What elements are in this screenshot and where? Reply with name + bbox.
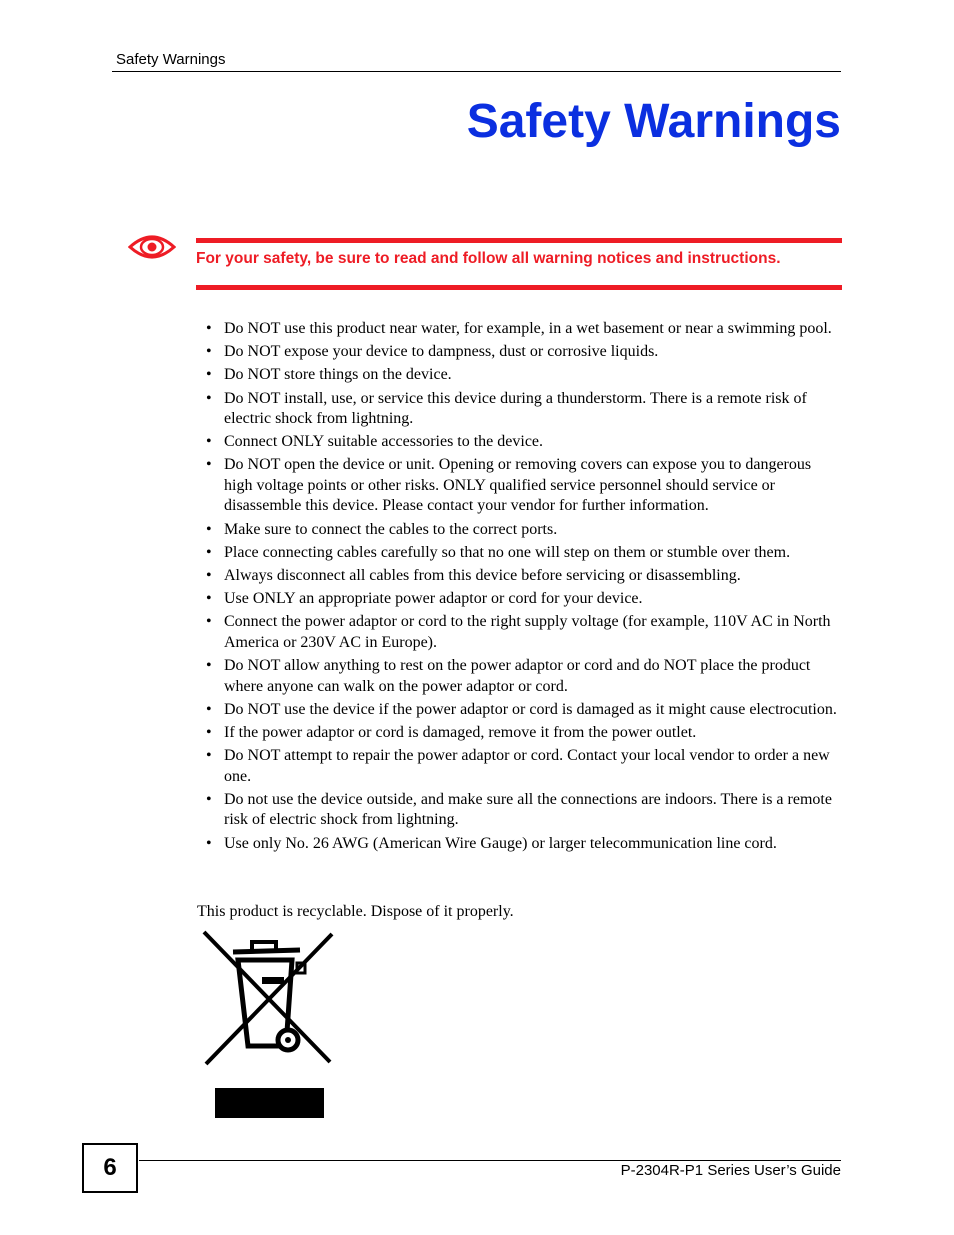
list-item: • Connect ONLY suitable accessories to the device. [205, 432, 841, 453]
list-item: • Do NOT allow anything to rest on the power adaptor or cord and do NOT place the product where anyone can walk on the power adaptor or cord. [205, 656, 841, 697]
list-item: • Do NOT store things on the device. [205, 365, 841, 386]
list-item: • Connect the power adaptor or cord to the right supply voltage (for example, 110V AC in North America or 230V AC in Europe). [205, 612, 841, 653]
warning-rule-top [196, 238, 842, 243]
warning-text: For your safety, be sure to read and follow all warning notices and instructions. [196, 250, 781, 267]
list-item: • Do NOT attempt to repair the power adaptor or cord. Contact your local vendor to order a new one. [205, 746, 841, 787]
footer-guide-title: P-2304R-P1 Series User’s Guide [620, 1162, 841, 1179]
list-item: • Do not use the device outside, and make sure all the connections are indoors. There is a remote risk of electric shock from lightning. [205, 790, 841, 831]
list-item: • Do NOT install, use, or service this device during a thunderstorm. There is a remote risk of electric shock from lightning. [205, 389, 841, 430]
safety-list [205, 319, 841, 857]
warning-rule-bottom [196, 285, 842, 290]
eye-warning-icon [128, 233, 176, 261]
list-item: • Always disconnect all cables from this device before servicing or disassembling. [205, 566, 841, 587]
recycle-text: This product is recyclable. Dispose of it properly. [197, 903, 514, 920]
crossed-out-wheelie-bin-icon [200, 928, 336, 1122]
list-item: • Place connecting cables carefully so that no one will step on them or stumble over them. [205, 543, 841, 564]
list-item: • Do NOT use the device if the power adaptor or cord is damaged as it might cause electrocution. [205, 700, 841, 721]
footer-rule [139, 1160, 841, 1161]
list-item: • Do NOT expose your device to dampness, dust or corrosive liquids. [205, 342, 841, 363]
list-item: • Use ONLY an appropriate power adaptor or cord for your device. [205, 589, 841, 610]
list-item: • Use only No. 26 AWG (American Wire Gauge) or larger telecommunication line cord. [205, 834, 841, 855]
header-rule [112, 71, 841, 72]
page-title: Safety Warnings [466, 95, 841, 148]
list-item: • Do NOT use this product near water, for example, in a wet basement or near a swimming pool. [205, 319, 841, 340]
running-header: Safety Warnings [116, 51, 226, 68]
page-number: 6 [82, 1143, 138, 1193]
list-item: • If the power adaptor or cord is damaged, remove it from the power outlet. [205, 723, 841, 744]
list-item: • Do NOT open the device or unit. Opening or removing covers can expose you to dangerous high voltage points or other risks. ONLY qualified service personnel should service or disassemble this device. Please contact your vendor for further information. [205, 455, 841, 517]
list-item: • Make sure to connect the cables to the correct ports. [205, 520, 841, 541]
